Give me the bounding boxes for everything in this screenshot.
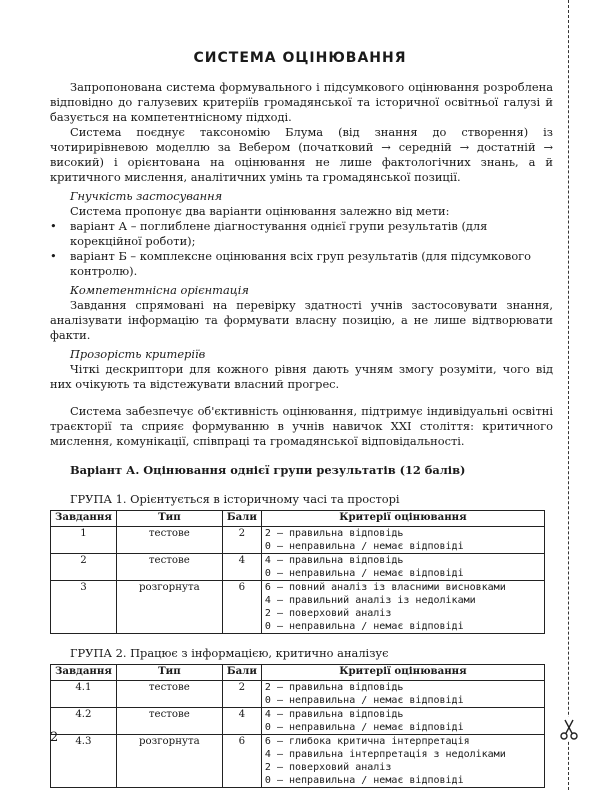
section-heading-transparency: Прозорість критеріїв (70, 347, 206, 361)
cell-criteria (261, 554, 544, 581)
cell-criteria (261, 581, 544, 634)
cell-criteria (261, 681, 544, 708)
cell-points: 6 (222, 581, 261, 634)
section-heading-competence: Компетентнісна орієнтація (70, 283, 249, 297)
cell-points: 4 (222, 708, 261, 735)
list-item: • варіант Б – комплексне оцінювання всіх груп результатів (для підсумкового контролю). (70, 249, 553, 279)
group-1-table (50, 510, 545, 634)
criteria-line: 2 – поверховий аналіз (264, 608, 392, 619)
scissors-icon (557, 717, 581, 741)
criteria-line: 2 – правильна відповідь (264, 528, 404, 539)
cell-type: тестове (116, 554, 222, 581)
table-row (51, 527, 545, 554)
section-heading-flexibility: Гнучкість застосування (70, 189, 223, 203)
cut-line (568, 0, 569, 790)
cell-type: тестове (116, 527, 222, 554)
section-text-competence: Завдання спрямовані на перевірку здатності учнів застосовувати знання, аналізувати інформацію та формувати власну позицію, а не лише відтворювати факти. (50, 298, 553, 342)
group-2-title: ГРУПА 2. Працює з інформацією, критично аналізує (70, 646, 389, 660)
variant-list (50, 219, 553, 279)
cell-task: 3 (51, 581, 117, 634)
group-1-title: ГРУПА 1. Орієнтується в історичному часі та просторі (70, 492, 400, 506)
table-row (51, 581, 545, 634)
criteria-line: 0 – неправильна / немає відповіді (264, 695, 464, 706)
section-text-flexibility: Система пропонує два варіанти оцінювання залежно від мети: (70, 204, 450, 218)
cell-criteria (261, 708, 544, 735)
table-row (51, 554, 545, 581)
header-points: Бали (222, 511, 261, 527)
cell-points: 6 (222, 735, 261, 788)
table-row (51, 708, 545, 735)
criteria-line: 2 – правильна відповідь (264, 682, 404, 693)
cell-points: 2 (222, 681, 261, 708)
criteria-line: 0 – неправильна / немає відповіді (264, 568, 464, 579)
criteria-line: 0 – неправильна / немає відповіді (264, 722, 464, 733)
table-header-row (51, 511, 545, 527)
criteria-line: 6 – глибока критична інтерпретація (264, 736, 470, 747)
criteria-line: 0 – неправильна / немає відповіді (264, 541, 464, 552)
header-task: Завдання (51, 665, 117, 681)
cell-points: 2 (222, 527, 261, 554)
variant-a-title: Варіант А. Оцінювання однієї групи результатів (12 балів) (70, 463, 466, 477)
header-criteria: Критерії оцінювання (261, 665, 544, 681)
page-content (50, 80, 553, 788)
cell-type: тестове (116, 708, 222, 735)
header-type: Тип (116, 511, 222, 527)
cell-task: 4.2 (51, 708, 117, 735)
intro-paragraph-2: Система поєднує таксономію Блума (від знання до створення) із чотирирівневою моделлю за Вебером (початковий → середній → достатній → високий) і орієнтована на оцінювання не лише фактологічних знань, а й критичного мислення, аналітичних умінь та громадянської позиції. (50, 125, 553, 184)
criteria-line: 0 – неправильна / немає відповіді (264, 621, 464, 632)
cell-type: розгорнута (116, 735, 222, 788)
criteria-line: 2 – поверховий аналіз (264, 762, 392, 773)
criteria-line: 4 – правильна відповідь (264, 709, 404, 720)
criteria-line: 4 – правильна відповідь (264, 555, 404, 566)
cell-points: 4 (222, 554, 261, 581)
criteria-line: 4 – правильний аналіз із недоліками (264, 595, 476, 606)
page-title: СИСТЕМА ОЦІНЮВАННЯ (193, 50, 407, 66)
header-points: Бали (222, 665, 261, 681)
list-item: • варіант А – поглиблене діагностування однієї групи результатів (для корекційної роботи); (70, 219, 553, 249)
header-type: Тип (116, 665, 222, 681)
criteria-line: 4 – правильна інтерпретація з недоліками (264, 749, 506, 760)
section-text-transparency: Чіткі дескриптори для кожного рівня дають учням змогу розуміти, чого від них очікують та відстежувати власний прогрес. (50, 362, 553, 391)
cell-criteria (261, 735, 544, 788)
page-number: 2 (50, 730, 59, 745)
conclusion-paragraph: Система забезпечує об'єктивність оцінювання, підтримує індивідуальні освітні траєкторії та сприяє формуванню в учнів навичок XXI століття: критичного мислення, комунікації, співпраці та громадянської відповідальності. (50, 404, 553, 448)
cell-task: 4.3 (51, 735, 117, 788)
table-row (51, 681, 545, 708)
cell-criteria (261, 527, 544, 554)
header-criteria: Критерії оцінювання (261, 511, 544, 527)
cell-task: 2 (51, 554, 117, 581)
cell-task: 1 (51, 527, 117, 554)
intro-paragraph-1: Запропонована система формувального і підсумкового оцінювання розроблена відповідно до галузевих критеріїв громадянської та історичної освітньої галузі й базується на компетентнісному підході. (50, 80, 553, 124)
cell-type: розгорнута (116, 581, 222, 634)
criteria-line: 0 – неправильна / немає відповіді (264, 775, 464, 786)
criteria-line: 6 – повний аналіз із власними висновками (264, 582, 506, 593)
group-2-table (50, 664, 545, 788)
table-header-row (51, 665, 545, 681)
header-task: Завдання (51, 511, 117, 527)
table-row (51, 735, 545, 788)
cell-task: 4.1 (51, 681, 117, 708)
cell-type: тестове (116, 681, 222, 708)
